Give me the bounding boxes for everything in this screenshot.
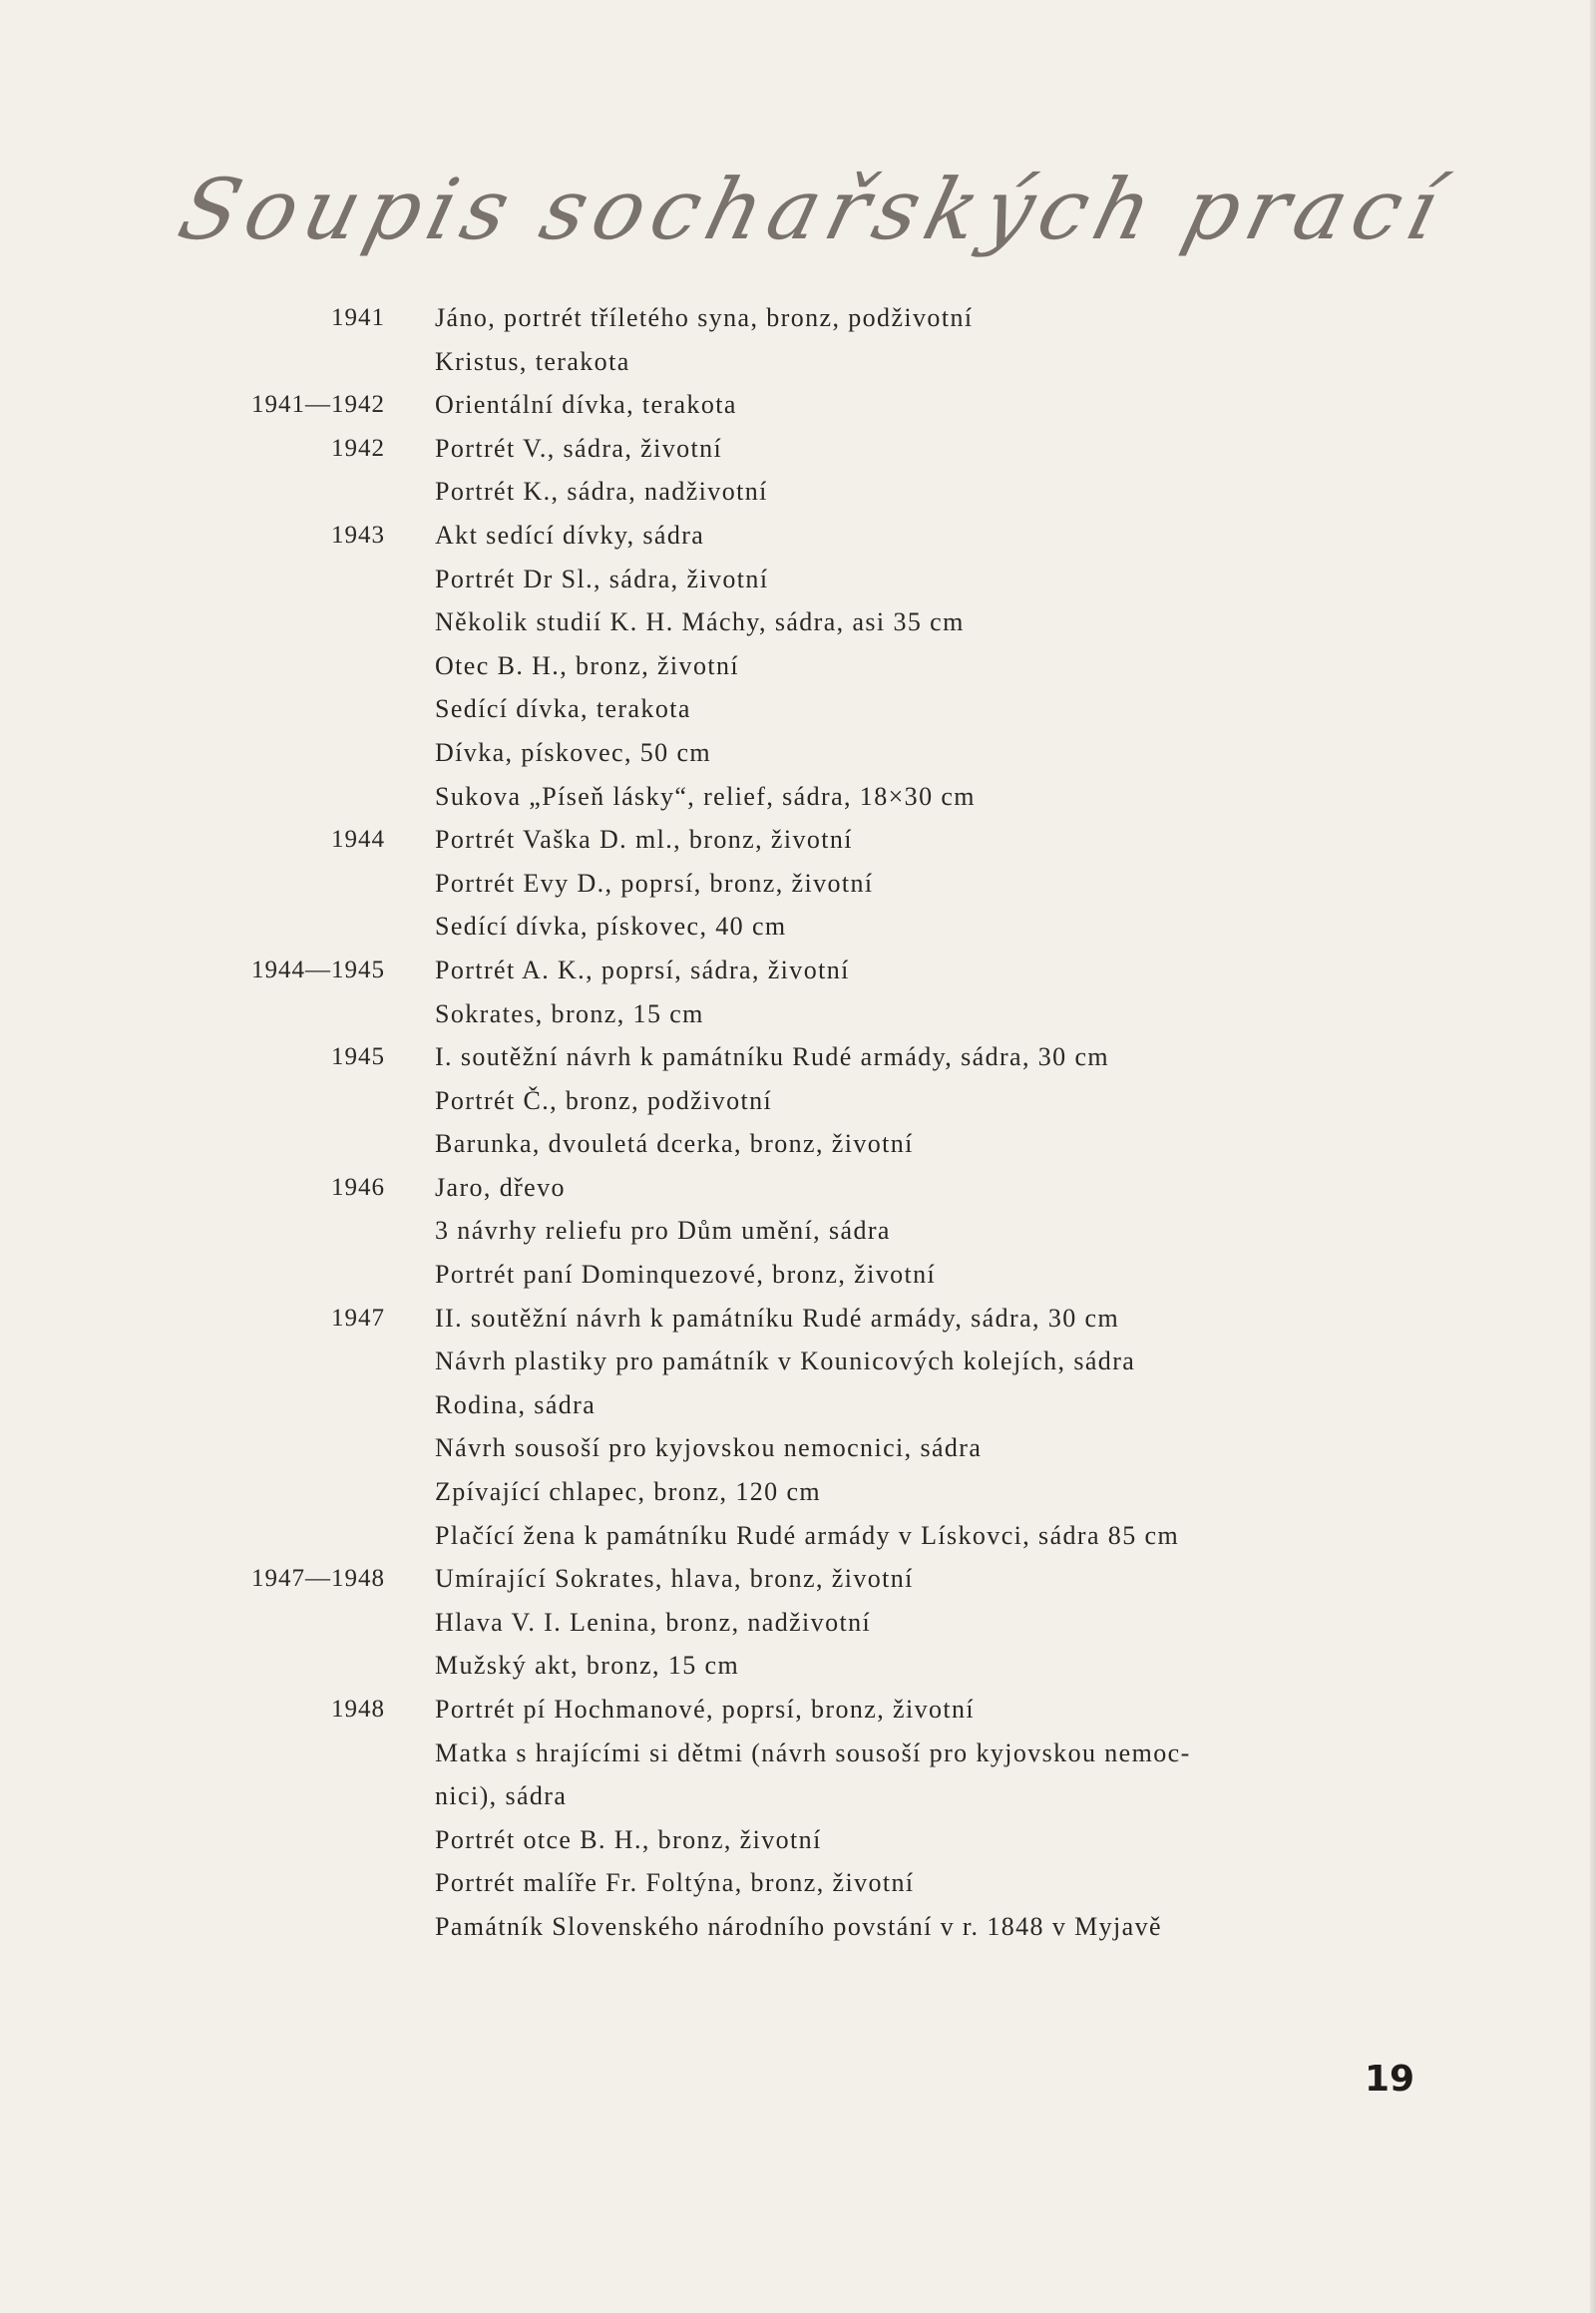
work-title: I. soutěžní návrh k památníku Rudé armády, sádra, 30 cm (435, 1042, 1110, 1072)
work-title: Portrét Č., bronz, podživotní (435, 1085, 773, 1115)
work-title: Sedící dívka, pískovec, 40 cm (435, 912, 787, 942)
work-year: 1944—1945 (251, 956, 385, 983)
work-title: Portrét paní Dominquezové, bronz, životní (435, 1260, 937, 1290)
work-row (150, 558, 1347, 601)
work-title: Sedící dívka, terakota (435, 694, 691, 724)
work-year: 1944 (331, 826, 385, 854)
work-row (150, 1340, 1347, 1383)
work-title: Umírající Sokrates, hlava, bronz, životní (435, 1564, 914, 1594)
work-title: Plačící žena k památníku Rudé armády v Lískovci, sádra 85 cm (435, 1520, 1180, 1550)
work-title: Rodina, sádra (435, 1389, 597, 1419)
work-row (150, 1079, 1347, 1123)
work-row (150, 600, 1347, 644)
work-title: Památník Slovenského národního povstání v r. 1848 v Myjavě (435, 1911, 1162, 1941)
work-row (150, 644, 1347, 688)
work-title: nici), sádra (435, 1781, 568, 1811)
work-title: II. soutěžní návrh k památníku Rudé armády, sádra, 30 cm (435, 1303, 1120, 1333)
work-row (150, 687, 1347, 731)
work-row (150, 514, 1347, 558)
work-title: Jáno, portrét tříletého syna, bronz, podživotní (435, 303, 974, 332)
work-title: Zpívající chlapec, bronz, 120 cm (435, 1477, 822, 1507)
work-title: 3 návrhy reliefu pro Dům umění, sádra (435, 1216, 891, 1246)
work-row (150, 296, 1347, 340)
work-row (150, 1383, 1347, 1427)
work-row (150, 992, 1347, 1036)
works-list (150, 296, 1347, 1949)
work-row (150, 775, 1347, 819)
work-title: Sokrates, bronz, 15 cm (435, 998, 704, 1028)
work-title: Portrét K., sádra, nadživotní (435, 477, 768, 507)
work-title: Portrét Vaška D. ml., bronz, životní (435, 825, 853, 855)
work-title: Portrét Dr Sl., sádra, životní (435, 564, 769, 593)
work-title: Dívka, pískovec, 50 cm (435, 737, 712, 767)
work-row (150, 818, 1347, 862)
work-row (150, 340, 1347, 384)
work-row (150, 1470, 1347, 1514)
work-row (150, 1557, 1347, 1601)
page-number: 19 (1365, 2059, 1415, 2100)
work-year: 1945 (331, 1043, 385, 1071)
work-row (150, 1861, 1347, 1905)
work-row (150, 1426, 1347, 1470)
work-row (150, 1774, 1347, 1818)
work-year: 1947—1948 (251, 1565, 385, 1593)
work-row (150, 1601, 1347, 1645)
work-row (150, 470, 1347, 514)
work-title: Portrét A. K., poprsí, sádra, životní (435, 955, 850, 984)
work-title: Matka s hrajícími si dětmi (návrh sousoší pro kyjovskou nemoc- (435, 1737, 1191, 1767)
work-title: Portrét pí Hochmanové, poprsí, bronz, životní (435, 1695, 976, 1724)
work-year: 1943 (331, 521, 385, 549)
work-title: Několik studií K. H. Máchy, sádra, asi 35 cm (435, 607, 965, 637)
work-row (150, 1122, 1347, 1166)
work-row (150, 1297, 1347, 1341)
work-title: Portrét Evy D., poprsí, bronz, životní (435, 868, 874, 898)
work-title: Portrét otce B. H., bronz, životní (435, 1824, 822, 1854)
work-row (150, 949, 1347, 992)
work-row (150, 383, 1347, 427)
work-title: Orientální dívka, terakota (435, 390, 737, 420)
work-year: 1948 (331, 1696, 385, 1723)
work-title: Sukova „Píseň lásky“, relief, sádra, 18×30 cm (435, 781, 976, 811)
work-row (150, 1644, 1347, 1688)
work-row (150, 1035, 1347, 1079)
work-row (150, 1253, 1347, 1297)
work-row (150, 862, 1347, 906)
work-year: 1946 (331, 1173, 385, 1201)
work-row (150, 1688, 1347, 1732)
work-year: 1942 (331, 434, 385, 462)
page-heading: Soupis sochařských prací (170, 161, 1456, 259)
work-row (150, 905, 1347, 949)
work-year: 1941—1942 (251, 391, 385, 419)
work-row (150, 1514, 1347, 1558)
work-title: Portrét malíře Fr. Foltýna, bronz, životní (435, 1868, 915, 1898)
work-title: Otec B. H., bronz, životní (435, 650, 740, 680)
work-year: 1947 (331, 1304, 385, 1332)
work-row (150, 1818, 1347, 1862)
work-title: Hlava V. I. Lenina, bronz, nadživotní (435, 1607, 872, 1637)
page-edge (1590, 0, 1596, 2313)
work-row (150, 1905, 1347, 1949)
work-title: Barunka, dvouletá dcerka, bronz, životní (435, 1129, 914, 1159)
work-title: Kristus, terakota (435, 346, 630, 376)
work-title: Návrh plastiky pro památník v Kounicových kolejích, sádra (435, 1347, 1136, 1376)
work-row (150, 1732, 1347, 1775)
work-row (150, 731, 1347, 775)
work-row (150, 1166, 1347, 1210)
work-row (150, 1209, 1347, 1253)
work-title: Portrét V., sádra, životní (435, 433, 723, 463)
work-year: 1941 (331, 304, 385, 331)
work-title: Akt sedící dívky, sádra (435, 520, 705, 550)
work-title: Jaro, dřevo (435, 1172, 566, 1202)
work-title: Návrh sousoší pro kyjovskou nemocnici, sádra (435, 1433, 983, 1463)
work-row (150, 427, 1347, 471)
work-title: Mužský akt, bronz, 15 cm (435, 1651, 740, 1681)
